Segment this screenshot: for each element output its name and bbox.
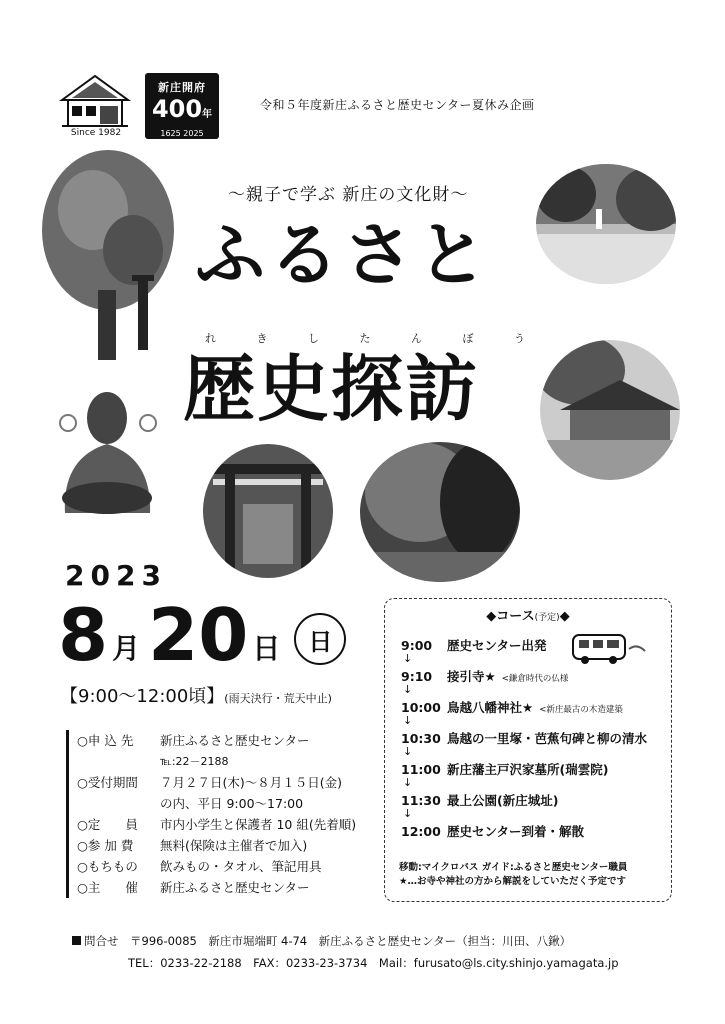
ruby-char: ぼ xyxy=(462,332,474,345)
detail-value: 新庄ふるさと歴史センター xyxy=(160,733,310,748)
stop-time: 10:30 xyxy=(401,731,441,746)
detail-label: ○主 催 xyxy=(77,880,138,895)
down-arrow-icon: ↓ xyxy=(403,807,413,820)
stop-note: <鎌倉時代の仏様 xyxy=(501,674,569,684)
stop-time: 9:10 xyxy=(401,669,433,684)
contact-address: 〒996-0085 新庄市堀端町 4-74 新庄ふるさと歴史センター（担当：川田、八鍬） xyxy=(130,934,572,948)
contact-label: 問合せ xyxy=(84,934,119,948)
course-stop xyxy=(401,791,671,808)
stop-name: 接引寺★ xyxy=(447,669,496,684)
down-arrow-icon: ↓ xyxy=(403,745,413,758)
course-transport-note: 移動:マイクロバス ガイド:ふるさと歴史センター職員 xyxy=(399,862,628,873)
event-day: 20 xyxy=(148,593,249,677)
down-arrow-icon: ↓ xyxy=(403,683,413,696)
anniversary-suffix: 年 xyxy=(202,109,213,120)
detail-row xyxy=(77,814,377,835)
course-footnote xyxy=(399,861,627,889)
stop-name: 新庄藩主戸沢家墓所(瑞雲院) xyxy=(447,762,609,777)
detail-value: 無料(保険は主催者で加入) xyxy=(160,838,308,853)
detail-row xyxy=(77,793,377,814)
course-title-end: ◆ xyxy=(559,609,570,624)
detail-row xyxy=(77,835,377,856)
detail-row xyxy=(77,877,377,898)
down-arrow-icon: ↓ xyxy=(403,714,413,727)
ruby-char: れ xyxy=(205,332,216,345)
microbus-icon xyxy=(571,629,649,669)
detail-row xyxy=(77,856,377,877)
course-title-note: (予定) xyxy=(534,613,560,623)
detail-label xyxy=(77,793,160,814)
course-stop xyxy=(401,729,671,746)
detail-label: ○定 員 xyxy=(77,817,138,832)
stop-time: 11:30 xyxy=(401,793,441,808)
ruby-char: ん xyxy=(411,332,422,345)
detail-value: ７月２７日(木)～８月１５日(金) xyxy=(160,775,343,790)
course-stop xyxy=(401,667,671,684)
detail-row xyxy=(77,772,377,793)
header-caption: 令和５年度新庄ふるさと歴史センター夏休み企画 xyxy=(260,98,535,112)
course-box xyxy=(384,598,672,902)
stop-name: 歴史センター到着・解散 xyxy=(447,824,585,839)
ruby-char: た xyxy=(359,332,371,345)
detail-label: ○受付期間 xyxy=(77,775,138,790)
detail-label: ○参 加 費 xyxy=(77,838,134,853)
event-year: 2023 xyxy=(65,559,167,592)
course-stop xyxy=(401,760,671,777)
torii-gate-photo xyxy=(203,444,333,579)
stop-time: 9:00 xyxy=(401,638,433,653)
ruby-char: う xyxy=(514,332,525,345)
course-stop xyxy=(401,698,671,715)
since-label: Since 1982 xyxy=(70,128,122,138)
shrine-building-photo xyxy=(540,340,680,480)
stop-time: 10:00 xyxy=(401,700,441,715)
stop-name: 最上公園(新庄城址) xyxy=(447,793,559,808)
pond-photo xyxy=(536,164,676,284)
detail-value: ℡:22－2188 xyxy=(160,755,229,768)
stop-name: 鳥越の一里塚・芭蕉句碑と柳の清水 xyxy=(447,731,648,746)
down-arrow-icon: ↓ xyxy=(403,652,413,665)
weekday-badge: 日 xyxy=(294,613,346,665)
month-unit: 月 xyxy=(112,632,141,665)
contact-tel-fax-mail: TEL：0233-22-2188 FAX：0233-23-3734 Mail：furusato@ls.city.shinjo.yamagata.jp xyxy=(128,956,619,970)
event-month: 8 xyxy=(58,593,109,677)
anniversary-number: 400 xyxy=(151,95,203,123)
detail-value: 飲みもの・タオル、筆記用具 xyxy=(160,859,322,874)
contact-info xyxy=(72,930,619,974)
stop-note: <新庄最古の木造建築 xyxy=(539,705,623,715)
detail-value: の内、平日 9:00～17:00 xyxy=(160,796,304,811)
title-rekishi-tanbou: 歴史探訪 xyxy=(183,347,480,431)
detail-row xyxy=(77,751,377,772)
down-arrow-icon: ↓ xyxy=(403,776,413,789)
title-ruby xyxy=(205,330,525,346)
stop-time: 12:00 xyxy=(401,824,441,839)
detail-label: ○申 込 先 xyxy=(77,733,134,748)
detail-value: 市内小学生と保護者 10 組(先着順) xyxy=(160,817,357,832)
course-title-text: ◆コース xyxy=(486,609,535,624)
bullet-square-icon xyxy=(72,936,81,945)
day-unit: 日 xyxy=(252,632,281,665)
anniversary-line1: 新庄開府 xyxy=(158,81,206,94)
title-furusato: ふるさと xyxy=(195,214,491,296)
tree-photo xyxy=(38,150,178,365)
stop-name: 鳥越八幡神社★ xyxy=(447,700,534,715)
buddha-statue-photo xyxy=(50,378,165,518)
stop-time: 11:00 xyxy=(401,762,441,777)
subtitle: ～親子で学ぶ 新庄の文化財～ xyxy=(228,185,469,205)
detail-value: 新庄ふるさと歴史センター xyxy=(160,880,310,895)
ruby-char: き xyxy=(256,332,268,345)
time-range: 【9:00～12:00頃】 xyxy=(60,686,225,707)
ruby-char: し xyxy=(308,332,319,345)
course-title xyxy=(385,605,671,624)
detail-label: ○もちもの xyxy=(77,859,138,874)
stop-name: 歴史センター出発 xyxy=(447,638,547,653)
willow-tree-photo xyxy=(360,442,520,582)
event-date xyxy=(58,585,346,675)
anniversary-years: 1625 2025 xyxy=(160,129,204,138)
course-stop xyxy=(401,822,671,839)
event-time xyxy=(60,682,332,708)
detail-row xyxy=(77,730,377,751)
course-star-note: ★…お寺や神社の方から解説をしていただく予定です xyxy=(399,876,627,887)
anniversary-400-logo xyxy=(145,73,219,139)
weather-note: (雨天決行・荒天中止) xyxy=(224,692,332,705)
event-details xyxy=(66,730,377,898)
detail-label xyxy=(77,751,160,772)
